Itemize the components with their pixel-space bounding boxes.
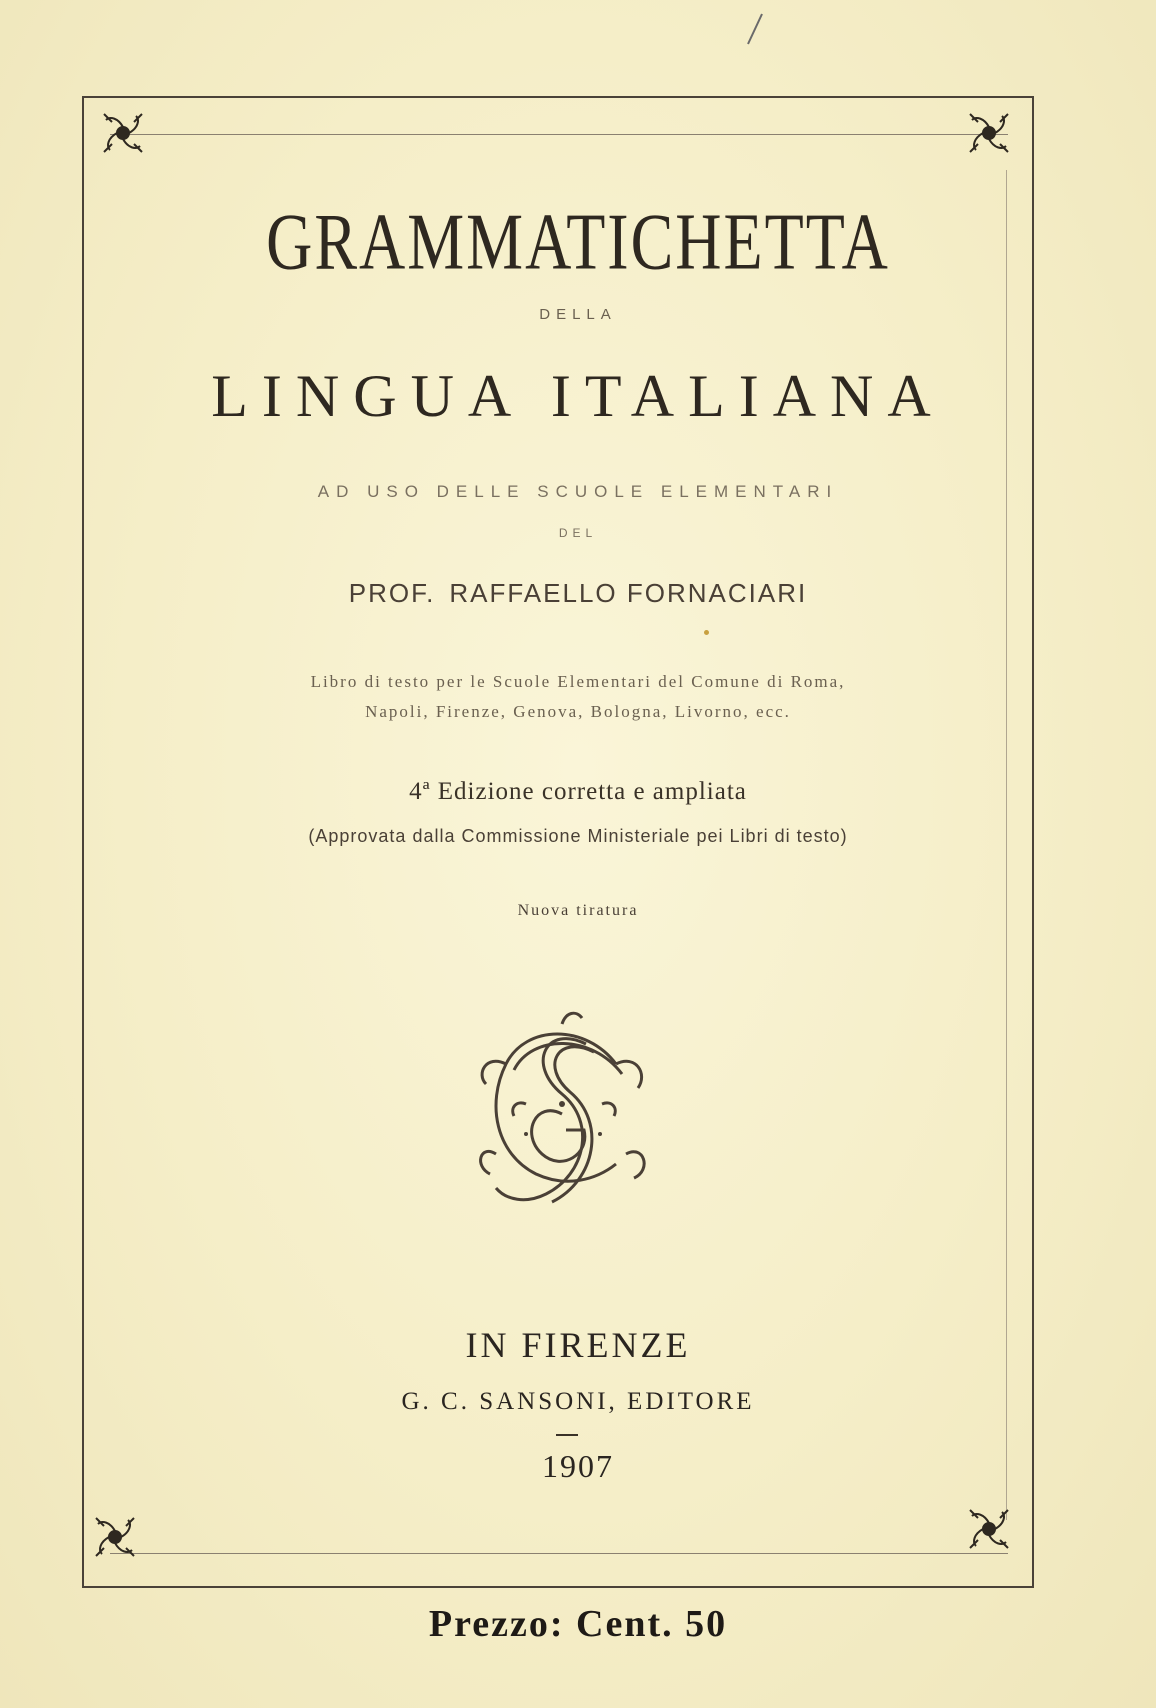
adoption-note-line-2: Napoli, Firenze, Genova, Bologna, Livorno, ecc. — [365, 702, 791, 721]
imprint-publisher: G. C. SANSONI, EDITORE — [401, 1388, 755, 1415]
corner-ornament-icon — [88, 1510, 142, 1564]
author — [0, 578, 1156, 609]
corner-ornament-icon — [962, 106, 1016, 160]
imprint-year: 1907 — [542, 1448, 614, 1484]
author-name: RAFFAELLO FORNACIARI — [449, 578, 808, 608]
printing-note: Nuova tiratura — [517, 902, 639, 919]
title-line-1: GRAMMATICHETTA — [266, 197, 890, 286]
connector-della: DELLA — [539, 306, 617, 323]
imprint-dash — [556, 1434, 578, 1436]
price-label: Prezzo: Cent. 50 — [428, 1603, 728, 1645]
title-line-2: LINGUA ITALIANA — [211, 363, 945, 429]
imprint-city: IN FIRENZE — [465, 1325, 691, 1365]
ink-dot — [704, 630, 709, 635]
adoption-note-line-1: Libro di testo per le Scuole Elementari del Comune di Roma, — [310, 672, 846, 691]
pencil-mark — [744, 12, 766, 46]
approval-note: (Approvata dalla Commissione Ministeriale pei Libri di testo) — [308, 826, 848, 846]
publisher-monogram-logo — [466, 1004, 658, 1220]
edition: 4ª Edizione corretta e ampliata — [409, 778, 747, 805]
author-title: PROF. — [348, 578, 436, 608]
connector-del: DEL — [558, 526, 598, 540]
subtitle: AD USO DELLE SCUOLE ELEMENTARI — [317, 482, 839, 501]
corner-ornament-icon — [96, 106, 150, 160]
corner-ornament-icon — [962, 1502, 1016, 1556]
